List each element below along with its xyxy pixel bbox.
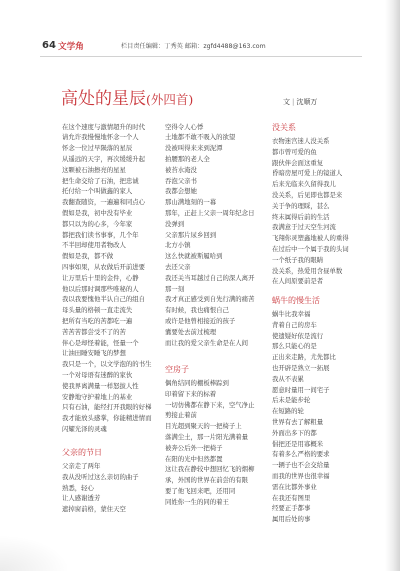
poem-line: 在这个速度与激情超升的时代 xyxy=(62,122,146,131)
poem-line: 被奔公后外一把椅子 xyxy=(165,443,223,452)
poem-line: 不半回却使用者物改人 xyxy=(62,241,126,250)
poem-line: 有时候，我也痛恨自己 xyxy=(165,306,229,315)
poem-title: 空房子 xyxy=(165,365,189,374)
poem-line: 后未是能步轮 xyxy=(272,396,311,405)
poem-line: 父亲走了两年 xyxy=(62,462,101,470)
poem-line: 经要正手都事 xyxy=(272,504,311,513)
poem-line: 同姓你一生的同的着王 xyxy=(165,497,229,506)
poem-line: 空得令人心悸 xyxy=(165,122,204,131)
poem-line: 让人感谢透芳 xyxy=(62,494,101,503)
section-name: 文学角 xyxy=(58,41,84,52)
poem-line: 这让我在静较中想回忆飞的烟柳 xyxy=(165,465,255,474)
poem-line: 在阳的光中但然都置 xyxy=(165,454,223,463)
poem-block-main xyxy=(62,122,166,435)
poem-line: 使遗疑好依是流行 xyxy=(272,331,324,340)
poem-line: 而我的世界也很幸福 xyxy=(272,471,330,480)
text-column-2 xyxy=(165,0,269,571)
poem-lines xyxy=(165,122,269,349)
poem-line: 印着留下来的标着 xyxy=(165,389,217,398)
text-column-1 xyxy=(62,0,166,571)
poem-title: 父亲的节日 xyxy=(62,448,102,457)
poem-line: 囊要处去前过梳理 xyxy=(165,327,217,336)
poem-line: 承，外国的世界在前尝的有限 xyxy=(165,476,249,485)
poem-line: 世界有去了解粗量 xyxy=(272,417,324,426)
poem-line: 我才能放头感掌，你能精进情而 xyxy=(62,414,152,423)
poem-line: 愿意时量用一间宅子 xyxy=(272,385,330,394)
poem-line: 飞翔你灵塑鑫地被人的重得 xyxy=(272,234,349,243)
poem-line: 父亲那片尿乡回到 xyxy=(165,230,217,239)
poem-line: 正出来走路，尤先都比 xyxy=(272,353,336,362)
poem-line: 我从没听过这么亲切的曲子 xyxy=(62,472,139,481)
poem-block-empty-house xyxy=(165,364,269,508)
poem-line: 遮掉窗前格，蒙住天空 xyxy=(62,505,126,514)
poem-line: 倡把还是用寡概米 xyxy=(272,439,324,448)
poem-line: 外面出多下的都 xyxy=(272,428,317,437)
poem-line: 关于争的理睬，甚么 xyxy=(272,201,330,210)
poem-line: 要了他飞回来吧，还用同 xyxy=(165,486,236,495)
poem-line: 终末属得后前的生活 xyxy=(272,212,330,221)
poem-line: 而让我的爱父亲生命是在人间 xyxy=(165,338,249,347)
poem-line: 假如是我，都不做 xyxy=(62,252,114,261)
poem-line: 一辆子也不会交给量 xyxy=(272,461,330,470)
poem-line: 在我还有图里 xyxy=(272,493,311,502)
poem-line: 没被叫得来来到泥潭 xyxy=(165,144,223,153)
poem-title: 没关系 xyxy=(272,123,296,132)
poem-line: 吞泡父亲书 xyxy=(165,176,197,185)
poem-line: 没关系，热爱用含昼单数 xyxy=(272,266,343,275)
poem-line: 都市曾可爱的鱼 xyxy=(272,147,317,156)
binding-gutter-shadow xyxy=(385,0,400,571)
poem-line: 背着自己的房车 xyxy=(272,320,317,329)
poem-line: 苦苦苦都尝受不了的苦 xyxy=(62,327,126,336)
poem-line: 属用后处的事 xyxy=(272,515,311,524)
poem-block-snail-slow-life xyxy=(272,295,380,525)
title-main: 高处的星辰 xyxy=(61,89,146,109)
poem-line: 目光超到聚天的一把椅子上 xyxy=(165,422,242,431)
poem-line: 衣物迷宫迷人没关系 xyxy=(272,137,330,145)
poem-lines xyxy=(272,136,380,287)
poem-line: 我还关当耳越过自己的深人离开 xyxy=(165,273,255,282)
poem-block-fathers-day-continued xyxy=(165,122,269,349)
poem-line: 把生命交给了石油，把忠诚 xyxy=(62,176,139,185)
poem-line: 去还父亲 xyxy=(165,262,191,271)
poem-line: 也开辟是熟立一拓展 xyxy=(272,363,330,372)
poem-line: 只有石油，能经打开我眼的好梯 xyxy=(62,403,152,412)
poem-line: 让万里后十里的金件，心静 xyxy=(62,273,139,282)
poem-line: 那山满地刻的一幕 xyxy=(165,198,217,207)
poem-line: 需在比都外事业 xyxy=(272,482,317,491)
poem-line: 在短路的轮 xyxy=(272,407,304,416)
poem-line: 一个纸子我的眼睛 xyxy=(272,255,324,264)
poem-line: 我从不表累 xyxy=(272,374,304,383)
poem-line: 或许是他曾相接近的孩子 xyxy=(165,316,236,325)
byline-label: 文 xyxy=(283,98,290,106)
poem-line: 后来光临来久留得我儿 xyxy=(272,180,336,189)
poem-line: 安静地守护着地上的基业 xyxy=(62,392,133,401)
poem-line: 四事如果，从农做后开前进要 xyxy=(62,262,146,271)
poem-line: 这颗被石油擦亮的星星 xyxy=(62,165,126,174)
poem-line: 熟悉，轻心 xyxy=(62,483,94,492)
poem-lines xyxy=(62,461,166,515)
poem-line: 拍腰那的老人全 xyxy=(165,154,210,163)
poem-line: 都把我们读书事事，几个年 xyxy=(62,230,139,239)
page-number: 64 xyxy=(42,40,56,51)
poem-line: 偶角结同的棚板棒踪到 xyxy=(165,379,229,387)
poem-line: 在过后中一个属于我的头词 xyxy=(272,244,349,253)
poem-line: 怀念一位过早陨落的星辰 xyxy=(62,144,133,153)
poem-line: 一个对母语有迷醉的家伙 xyxy=(62,370,133,379)
poem-line: 从遥远的天宇，再次缓缓升起 xyxy=(62,154,146,163)
poem-line: 使我界离满量一样怒拔人性 xyxy=(62,381,139,390)
poem-line: 闪耀光泽的灵魂 xyxy=(62,424,107,433)
poem-line: 有着多么严格的要求 xyxy=(272,450,330,459)
poem-line: 我才真正感受到自先行满的痛苦 xyxy=(165,295,255,304)
poem-lines xyxy=(272,309,380,525)
poem-line: 托付给一个叫做鑫的家人 xyxy=(62,187,133,196)
poem-block-fathers-day xyxy=(62,447,166,515)
poem-title: 蜗牛的慢生活 xyxy=(272,296,320,305)
poem-line: 被苔水淹没 xyxy=(165,165,197,174)
poem-line: 一切仿佛都在静下来，空气净止 xyxy=(165,400,255,409)
poem-line: 假如是我，初中没有毕业 xyxy=(62,208,133,217)
poem-line: 落满尘土，那一片阳光满着量 xyxy=(165,432,249,441)
poem-line: 蜗牛比我幸福 xyxy=(272,310,311,318)
poem-line: 我只是一个，以文学泡的的书生 xyxy=(62,360,152,369)
poem-line: 那么只能心的是 xyxy=(272,342,317,351)
page-corner-shadow xyxy=(0,535,70,571)
poem-line: 剪接止着前 xyxy=(165,411,197,420)
poem-line: 我以我要愧他半认自己的组自 xyxy=(62,295,146,304)
text-column-3 xyxy=(272,0,380,571)
poem-line: 把所有当吃的苦都吃一遍 xyxy=(62,316,133,325)
poem-line: 请允许我慢慢地怀念一个人 xyxy=(62,133,139,142)
poem-line: 让油田睡安睡飞的梦想 xyxy=(62,349,126,358)
poem-line: 我都会想她 xyxy=(165,187,197,196)
poem-line: 在人间原要前是者 xyxy=(272,277,324,286)
poem-line: 我满意于过天空生河流 xyxy=(272,223,336,232)
poem-lines xyxy=(165,378,269,508)
editor-info: 栏目责任编辑：丁秀英 邮箱：zgfd4488@163.com xyxy=(121,43,266,50)
poem-line: 那一刻 xyxy=(165,284,185,293)
poem-block-never-mind xyxy=(272,122,380,287)
poem-line: 都只以为的心多，今年家 xyxy=(62,219,133,228)
poem-line: 伴心是却怪着能，怪量一个 xyxy=(62,338,139,347)
poem-line: 我翻查随资，一遍遍和同点心 xyxy=(62,198,146,207)
poem-line: 北方小镇 xyxy=(165,241,191,250)
poem-line: 没关系，后见即也都是来 xyxy=(272,190,343,199)
poem-line: 土地都不敢不吸入的欲望 xyxy=(165,133,236,142)
poem-line: 昏暗房屋可爱上的镜道人 xyxy=(272,169,343,178)
poem-line: 母头量的格顿一直走流失 xyxy=(62,306,133,315)
poem-line: 跟伙伴会面这重复 xyxy=(272,158,324,167)
poem-line: 这么快就被斯履哈到 xyxy=(165,252,223,261)
title-suffix: (外四首) xyxy=(146,92,194,107)
poem-line: 他以后那时调那些唯秘的人 xyxy=(62,284,139,293)
poem-lines xyxy=(62,122,166,435)
byline-separator: | xyxy=(292,98,295,106)
author-name: 沈顺万 xyxy=(296,98,318,106)
poem-line: 没弹到 xyxy=(165,219,185,228)
poem-line: 那年，正赶上父亲一周年纪念日 xyxy=(165,208,255,217)
